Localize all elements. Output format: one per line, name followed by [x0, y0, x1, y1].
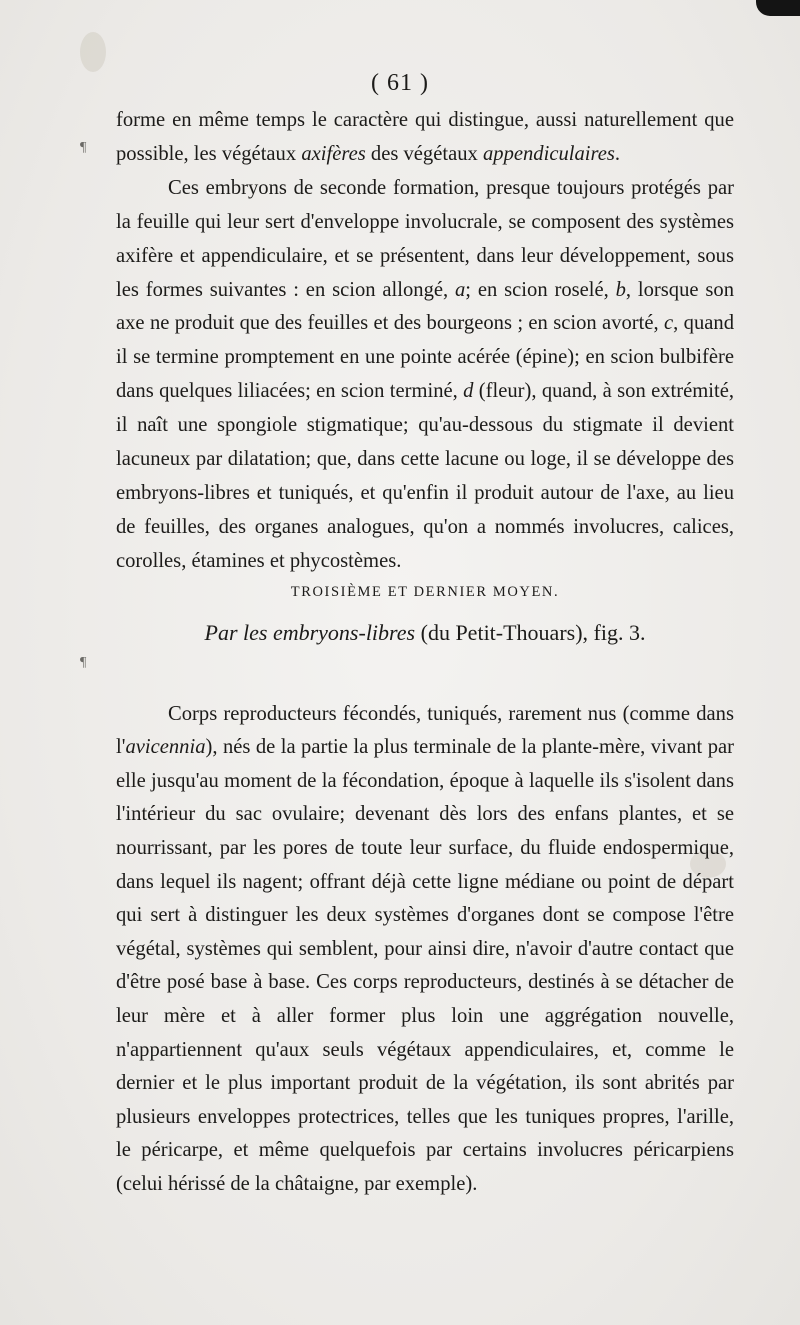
body-text-bottom: [116, 677, 734, 1222]
ink-blot: [756, 0, 800, 16]
section-heading: TROISIÈME ET DERNIER MOYEN.: [290, 584, 560, 600]
paragraph-1: forme en même temps le caractère qui distingue, aussi naturellement que possible, les végétaux axifères des végétaux appendiculaires.: [116, 109, 734, 165]
page-number: ( 61 ): [371, 70, 429, 96]
body-text-top: [116, 104, 734, 579]
paper-stain: [80, 32, 106, 72]
paragraph-3: Corps reproducteurs fécondés, tuniqués, rarement nus (comme dans l'avicennia), nés de la partie la plus terminale de la plante-mère, vivant par elle jusqu'au moment de la fécondation, époque à laquelle ils s'isolent dans l'intérieur du sac ovulaire; devenant dès lors des enfans plantes, et se nourrissant, par les pores de toute leur surface, du fluide endospermique, dans lequel ils nagent; offrant déjà cette ligne médiane ou point de départ qui sert à distinguer les deux systèmes d'organes dont se compose l'être végétal, systèmes qui semblent, pour ainsi dire, n'avoir d'autre contact que d'être posé base à base. Ces corps reproducteurs, destinés à se détacher de leur mère et à aller former plus loin une aggrégation nouvelle, n'appartiennent qu'aux seuls végétaux appendiculaires, et, comme le dernier et le plus important produit de la végétation, ils sont abrités par plusieurs enveloppes protectrices, telles que les tuniques propres, l'arille, le péricarpe, et même quelquefois par certains involucres péricarpiens (celui hérissé de la châtaigne, par exemple).: [116, 702, 734, 1195]
margin-mark: ¶: [80, 140, 87, 155]
margin-mark: ¶: [80, 655, 87, 670]
paragraph-2: Ces embryons de seconde formation, presque toujours protégés par la feuille qui leur sert d'enveloppe involucrale, se composent des systèmes axifère et appendiculaire, et se présentent, dans leur développement, sous les formes suivantes : en scion allongé, a; en scion roselé, b, lorsque son axe ne produit que des feuilles et des bourgeons ; en scion avorté, c, quand il se termine promptement en une pointe acérée (épine); en scion bulbifère dans quelques liliacées; en scion terminé, d (fleur), quand, à son extrémité, il naît une spongiole stigmatique; qu'au-dessous du stigmate il devient lacuneux par dilatation; que, dans cette lacune ou loge, il se développe des embryons-libres et tuniqués, et qu'enfin il produit autour de l'axe, au lieu de feuilles, des organes analogues, qu'on a nommés involucres, calices, corolles, étamines et phycostèmes.: [116, 176, 735, 572]
section-subheading: Par les embryons-libres (du Petit-Thouars), fig. 3.: [204, 620, 646, 645]
